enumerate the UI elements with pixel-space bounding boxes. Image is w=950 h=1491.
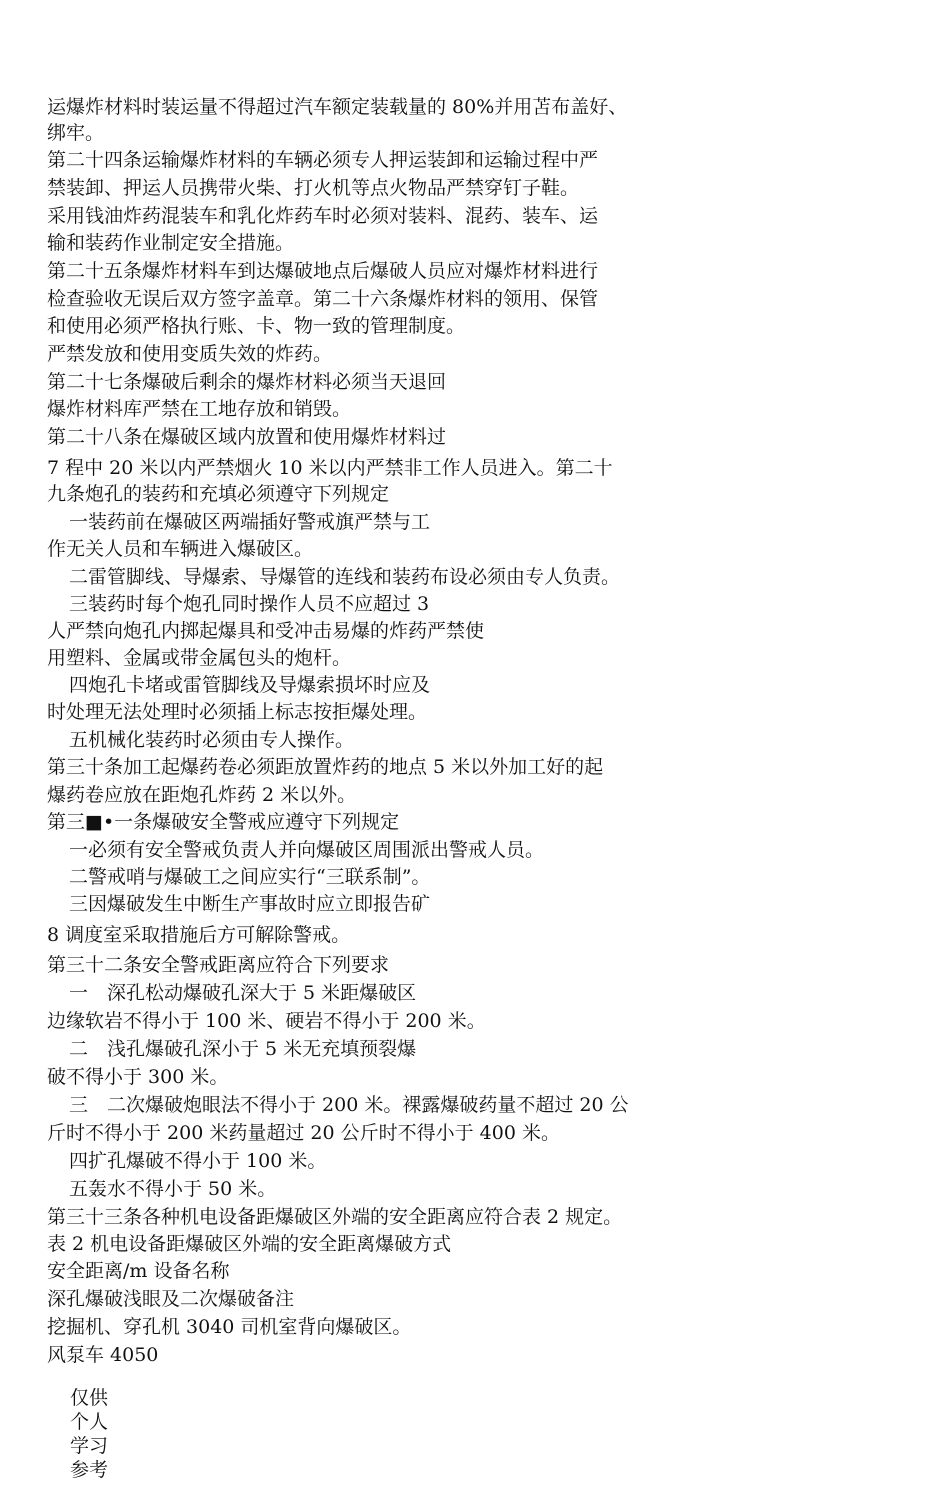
text-line: 第三十条加工起爆药卷必须距放置炸药的地点 5 米以外加工好的起 [47,756,604,778]
text-line: 深孔爆破浅眼及二次爆破备注 [47,1288,295,1310]
text-line: 8 调度室采取措施后方可解除警戒。 [47,924,351,946]
text-line: 四扩孔爆破不得小于 100 米。 [69,1150,327,1172]
text-line: 挖掘机、穿孔机 3040 司机室背向爆破区。 [47,1316,412,1338]
text-line: 绑牢。 [47,122,105,144]
text-line: 第二十八条在爆破区域内放置和使用爆炸材料过 [47,426,447,448]
text-line: 三因爆破发生中断生产事故时应立即报告矿 [69,893,431,915]
text-line: 三装药时每个炮孔同时操作人员不应超过 3 [69,593,430,615]
text-line: 7 程中 20 米以内严禁烟火 10 米以内严禁非工作人员进入。第二十 [47,457,613,479]
text-line: 五轰水不得小于 50 米。 [69,1178,277,1200]
text-line: 边缘软岩不得小于 100 米、硬岩不得小于 200 米。 [47,1010,486,1032]
text-line: 第三■•一条爆破安全警戒应遵守下列规定 [47,811,400,833]
footnote-line: 个人 [70,1411,109,1433]
text-line: 严禁发放和使用变质失效的炸药。 [47,343,333,365]
footnote-line: 仅供 [70,1387,109,1409]
text-line: 第二十五条爆炸材料车到达爆破地点后爆破人员应对爆炸材料进行 [47,260,599,282]
text-line: 斤时不得小于 200 米药量超过 20 公斤时不得小于 400 米。 [47,1122,560,1144]
text-line: 第二十七条爆破后剩余的爆炸材料必须当天退回 [47,371,447,393]
text-line: 第二十四条运输爆炸材料的车辆必须专人押运装卸和运输过程中严 [47,149,599,171]
text-line: 二 浅孔爆破孔深小于 5 米无充填预裂爆 [69,1038,417,1060]
text-line: 二警戒哨与爆破工之间应实行“三联系制”。 [69,866,431,888]
text-line: 爆药卷应放在距炮孔炸药 2 米以外。 [47,784,357,806]
text-line: 风泵车 4050 [47,1344,159,1366]
text-line: 表 2 机电设备距爆破区外端的安全距离爆破方式 [47,1233,452,1255]
text-line: 和使用必须严格执行账、卡、物一致的管理制度。 [47,315,466,337]
text-line: 破不得小于 300 米。 [47,1066,229,1088]
text-line: 一 深孔松动爆破孔深大于 5 米距爆破区 [69,982,417,1004]
footnote-line: 学习 [70,1435,109,1457]
text-line: 一装药前在爆破区两端插好警戒旗严禁与工 [69,511,431,533]
text-line: 采用钱油炸药混装车和乳化炸药车时必须对装料、混药、装车、运 [47,205,599,227]
text-line: 输和装药作业制定安全措施。 [47,232,295,254]
text-line: 二雷管脚线、导爆索、导爆管的连线和装药布设必须由专人负责。 [69,566,621,588]
text-line: 禁装卸、押运人员携带火柴、打火机等点火物品严禁穿钉子鞋。 [47,177,580,199]
text-line: 人严禁向炮孔内掷起爆具和受冲击易爆的炸药严禁使 [47,620,485,642]
text-line: 三 二次爆破炮眼法不得小于 200 米。裸露爆破药量不超过 20 公 [69,1094,629,1116]
text-line: 爆炸材料库严禁在工地存放和销毁。 [47,398,352,420]
text-line: 四炮孔卡堵或雷管脚线及导爆索损坏时应及 [69,674,431,696]
text-line: 检查验收无误后双方签字盖章。第二十六条爆炸材料的领用、保管 [47,288,599,310]
text-line: 作无关人员和车辆进入爆破区。 [47,538,314,560]
text-line: 安全距离/m 设备名称 [47,1260,230,1282]
text-line: 九条炮孔的装药和充填必须遵守下列规定 [47,483,390,505]
footnote-line: 参考 [70,1459,109,1481]
text-line: 用塑料、金属或带金属包头的炮杆。 [47,647,352,669]
text-line: 五机械化装药时必须由专人操作。 [69,729,355,751]
text-line: 一必须有安全警戒负责人并向爆破区周围派出警戒人员。 [69,839,545,861]
text-line: 时处理无法处理时必须插上标志按拒爆处理。 [47,701,428,723]
text-line: 第三十二条安全警戒距离应符合下列要求 [47,954,390,976]
text-line: 第三十三条各种机电设备距爆破区外端的安全距离应符合表 2 规定。 [47,1206,623,1228]
text-line: 运爆炸材料时装运量不得超过汽车额定装载量的 80%并用苫布盖好、 [47,96,628,118]
